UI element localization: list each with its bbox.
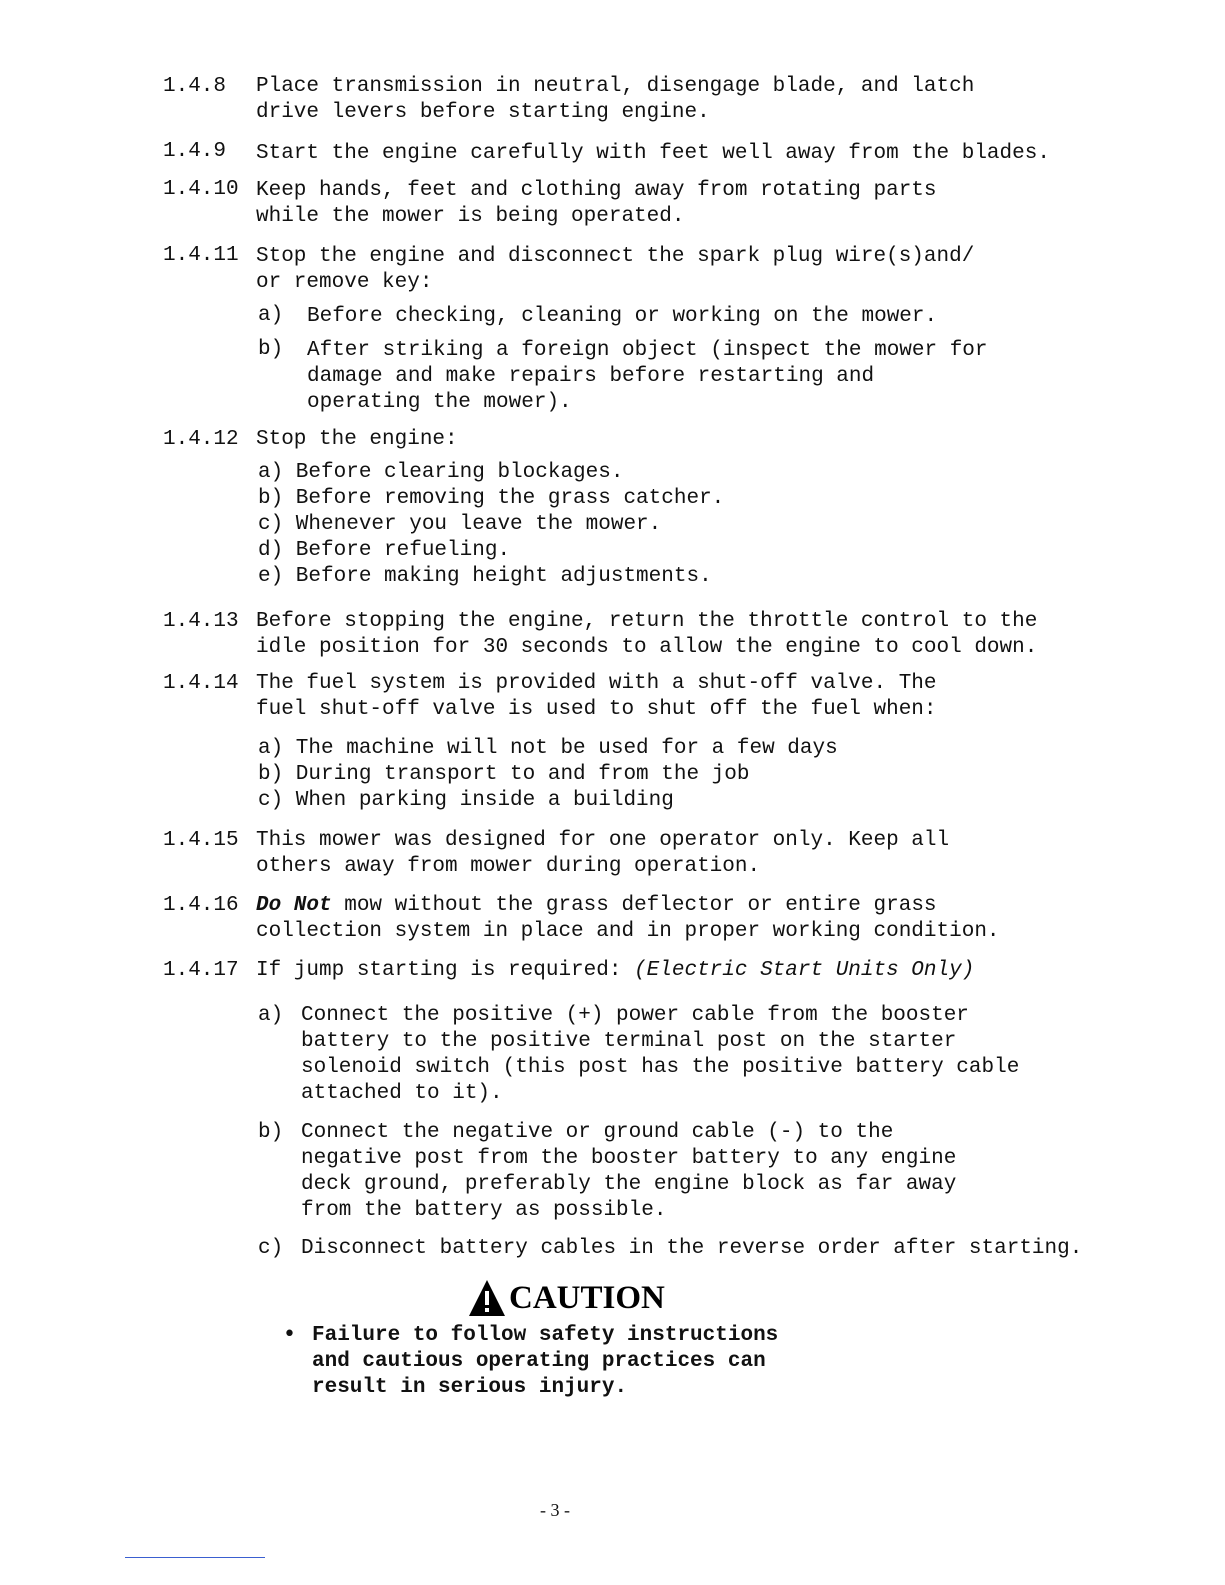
item-text: This mower was designed for one operator only. Keep all: [256, 829, 950, 852]
item-text-main: If jump starting is required:: [256, 959, 635, 982]
subitem-label: a): [258, 304, 284, 327]
item-number: 1.4.15: [163, 829, 239, 852]
item-text: Place transmission in neutral, disengage blade, and latch: [256, 75, 975, 98]
subitem-label: b): [258, 1121, 284, 1144]
item-text: fuel shut-off valve is used to shut off the fuel when:: [256, 698, 937, 721]
footer-rule: [125, 1557, 265, 1558]
caution-heading: [467, 1273, 665, 1323]
item-number: 1.4.13: [163, 610, 239, 633]
item-number: 1.4.14: [163, 672, 239, 695]
subitem-text: damage and make repairs before restarting and: [307, 365, 875, 388]
bullet-icon: •: [283, 1322, 296, 1347]
item-text: Stop the engine and disconnect the spark plug wire(s)and/: [256, 245, 975, 268]
item-text: The fuel system is provided with a shut-off valve. The: [256, 672, 937, 695]
subitem-text: negative post from the booster battery to any engine: [301, 1147, 957, 1170]
item-text: Start the engine carefully with feet well away from the blades.: [256, 142, 1050, 165]
subitem-text: deck ground, preferably the engine block as far away: [301, 1173, 957, 1196]
subitem: c) Whenever you leave the mower.: [258, 513, 662, 536]
subitem-text: After striking a foreign object (inspect the mower for: [307, 339, 988, 362]
item-text: Before stopping the engine, return the throttle control to the: [256, 610, 1038, 633]
warning-triangle-icon: [467, 1278, 507, 1318]
subitem-label: b): [258, 338, 284, 361]
subitem-text: from the battery as possible.: [301, 1199, 667, 1222]
subitem-label: a): [258, 1004, 284, 1027]
subitem: a) The machine will not be used for a few days: [258, 737, 838, 760]
item-number: 1.4.16: [163, 894, 239, 917]
item-text: Keep hands, feet and clothing away from rotating parts: [256, 179, 937, 202]
subitem: a) Before clearing blockages.: [258, 461, 624, 484]
item-number: 1.4.11: [163, 244, 239, 267]
item-number: 1.4.8: [163, 75, 227, 98]
subitem: b) During transport to and from the job: [258, 763, 750, 786]
subitem: d) Before refueling.: [258, 539, 511, 562]
page-number: - 3 -: [540, 1500, 570, 1520]
item-text-rest: mow without the grass deflector or entire grass: [331, 894, 937, 917]
caution-text: and cautious operating practices can: [312, 1350, 766, 1373]
subitem-text: Before checking, cleaning or working on the mower.: [307, 305, 938, 328]
item-number: 1.4.9: [163, 140, 227, 163]
item-text: drive levers before starting engine.: [256, 101, 710, 124]
subitem-text: Connect the positive (+) power cable from the booster: [301, 1004, 969, 1027]
item-text: [256, 958, 974, 984]
subitem-text: battery to the positive terminal post on the starter: [301, 1030, 957, 1053]
item-number: 1.4.12: [163, 428, 239, 451]
subitem-text: Disconnect battery cables in the reverse order after starting.: [301, 1237, 1083, 1260]
subitem-text: solenoid switch (this post has the positive battery cable: [301, 1056, 1020, 1079]
item-text-note: (Electric Start Units Only): [634, 959, 975, 982]
subitem-text: operating the mower).: [307, 391, 572, 414]
item-text: Stop the engine:: [256, 428, 458, 451]
item-number: 1.4.17: [163, 959, 239, 982]
subitem-label: c): [258, 1237, 284, 1260]
caution-text: result in serious injury.: [312, 1376, 628, 1399]
item-number: 1.4.10: [163, 178, 239, 201]
item-text: collection system in place and in proper working condition.: [256, 920, 1000, 943]
subitem: e) Before making height adjustments.: [258, 565, 712, 588]
item-text: [256, 893, 937, 919]
subitem: c) When parking inside a building: [258, 789, 674, 812]
subitem: b) Before removing the grass catcher.: [258, 487, 725, 510]
subitem-text: attached to it).: [301, 1082, 503, 1105]
item-text: while the mower is being operated.: [256, 205, 685, 228]
item-text: or remove key:: [256, 271, 433, 294]
emphasis-do-not: Do Not: [256, 894, 332, 917]
subitem-text: Connect the negative or ground cable (-) to the: [301, 1121, 894, 1144]
caution-title: CAUTION: [509, 1279, 665, 1316]
caution-text: Failure to follow safety instructions: [312, 1324, 779, 1347]
item-text: others away from mower during operation.: [256, 855, 761, 878]
item-text: idle position for 30 seconds to allow the engine to cool down.: [256, 636, 1038, 659]
